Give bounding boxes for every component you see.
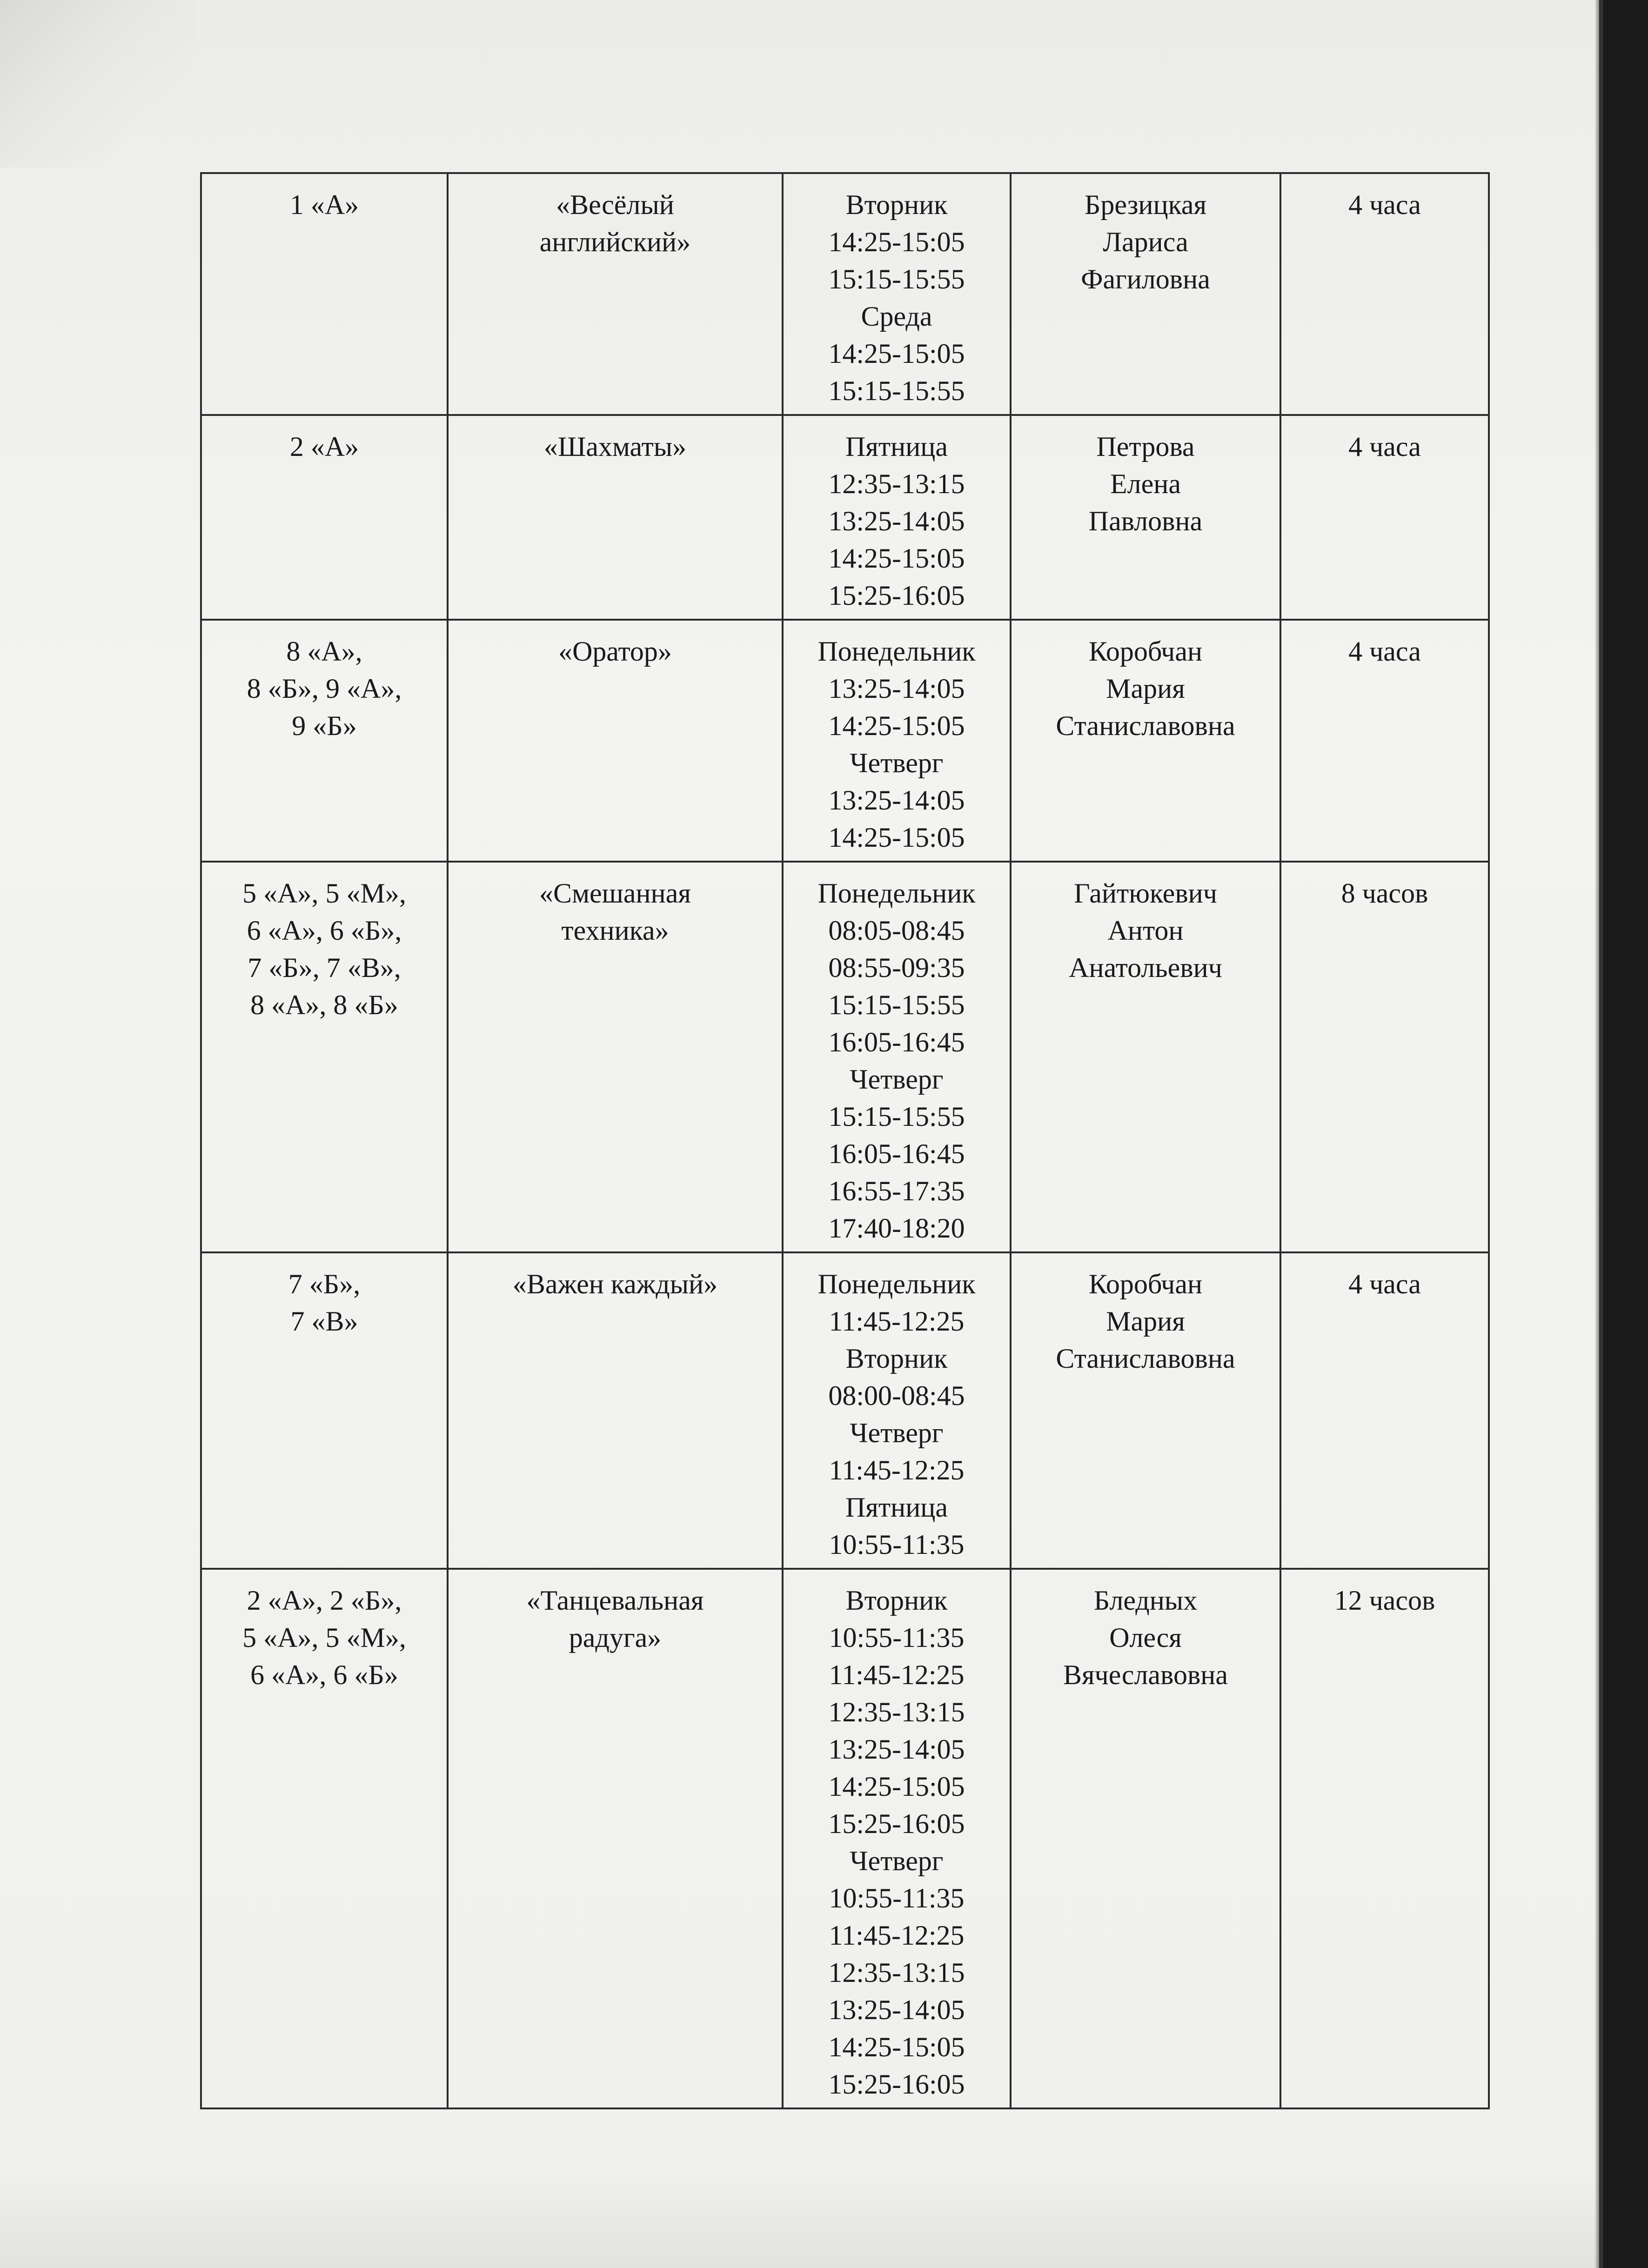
class-cell [201,415,448,620]
schedule-line: Вторник [845,1585,948,1616]
club-name-line: «Весёлый [556,189,674,220]
schedule-cell [783,415,1011,620]
schedule-cell [783,1569,1011,2108]
schedule-line: 13:25-14:05 [828,1994,965,2025]
schedule-line: 08:00-08:45 [828,1380,965,1411]
club-name-cell [448,1569,783,2108]
class-cell [201,1252,448,1569]
table-row [201,620,1489,862]
schedule-line: 12:35-13:15 [828,1957,965,1988]
club-name-line: техника» [561,915,669,946]
schedule-line: 12:35-13:15 [828,468,965,499]
schedule-line: 13:25-14:05 [828,1734,965,1765]
schedule-line: 14:25-15:05 [828,1771,965,1802]
teacher-line: Петрова [1096,431,1195,462]
class-line: 6 «А», 6 «Б», [247,915,402,946]
table-row [201,173,1489,415]
class-cell [201,862,448,1252]
club-name-cell [448,415,783,620]
class-line: 7 «Б», [288,1269,361,1299]
schedule-line: Пятница [845,1492,948,1523]
club-name-line: радуга» [569,1622,662,1653]
teacher-line: Коробчан [1088,1269,1203,1299]
schedule-line: 17:40-18:20 [828,1213,965,1244]
class-line: 8 «Б», 9 «А», [247,673,402,704]
schedule-line: 15:25-16:05 [828,580,965,611]
schedule-line: 14:25-15:05 [828,543,965,574]
hours-label: 4 часа [1348,431,1421,462]
schedule-line: 16:05-16:45 [828,1138,965,1169]
schedule-line: Среда [861,301,932,332]
teacher-cell [1011,862,1280,1252]
schedule-line: 15:25-16:05 [828,1808,965,1839]
table-body [201,173,1489,2108]
class-line: 1 «А» [289,189,359,220]
hours-label: 4 часа [1348,189,1421,220]
teacher-line: Павловна [1088,506,1203,536]
schedule-cell [783,173,1011,415]
class-line: 7 «Б», 7 «В», [248,952,401,983]
club-name-cell [448,1252,783,1569]
class-cell [201,1569,448,2108]
schedule-line: Понедельник [817,636,976,667]
scanner-edge [1599,0,1648,2268]
club-name-line: «Оратор» [558,636,672,667]
class-line: 7 «В» [290,1306,358,1337]
schedule-line: 14:25-15:05 [828,710,965,741]
schedule-line: Понедельник [817,1269,976,1299]
teacher-line: Станиславовна [1056,1343,1235,1374]
schedule-line: Вторник [845,1343,948,1374]
teacher-cell [1011,173,1280,415]
schedule-line: 11:45-12:25 [829,1659,965,1690]
schedule-line: 14:25-15:05 [828,227,965,257]
schedule-line: 11:45-12:25 [829,1306,965,1337]
schedule-line: Четверг [850,1418,944,1448]
class-line: 8 «А», 8 «Б» [250,990,398,1020]
schedule-line: Четверг [850,1064,944,1095]
schedule-line: 15:15-15:55 [828,990,965,1020]
club-name-line: «Шахматы» [543,431,687,462]
teacher-cell [1011,1252,1280,1569]
schedule-line: 14:25-15:05 [828,338,965,369]
teacher-cell [1011,1569,1280,2108]
class-line: 6 «А», 6 «Б» [250,1659,398,1690]
table-row [201,1252,1489,1569]
schedule-cell [783,1252,1011,1569]
club-name-line: «Смешанная [539,878,691,909]
schedule-line: 14:25-15:05 [828,2032,965,2062]
teacher-line: Антон [1107,915,1184,946]
club-name-line: «Важен каждый» [512,1269,718,1299]
teacher-line: Анатольевич [1069,952,1222,983]
schedule-line: 15:15-15:55 [828,264,965,294]
schedule-cell [783,862,1011,1252]
club-name-cell [448,173,783,415]
schedule-line: Понедельник [817,878,976,909]
class-line: 5 «А», 5 «М», [242,1622,406,1653]
class-line: 5 «А», 5 «М», [242,878,406,909]
hours-cell [1280,1569,1489,2108]
teacher-line: Гайтюкевич [1074,878,1217,909]
teacher-cell [1011,415,1280,620]
schedule-line: 16:05-16:45 [828,1027,965,1057]
schedule-line: 14:25-15:05 [828,822,965,853]
class-line: 8 «А», [286,636,362,667]
teacher-line: Олеся [1109,1622,1182,1653]
class-line: 2 «А», 2 «Б», [247,1585,402,1616]
schedule-line: 10:55-11:35 [829,1622,965,1653]
schedule-line: 15:25-16:05 [828,2069,965,2100]
teacher-cell [1011,620,1280,862]
schedule-line: Четверг [850,1846,944,1876]
clubs-schedule-table [200,172,1490,2109]
club-name-line: «Танцевальная [526,1585,704,1616]
hours-label: 12 часов [1334,1585,1435,1616]
teacher-line: Фагиловна [1081,264,1210,294]
hours-label: 8 часов [1341,878,1428,909]
class-line: 9 «Б» [292,710,357,741]
teacher-line: Брезицкая [1084,189,1207,220]
schedule-line: 11:45-12:25 [829,1455,965,1485]
club-name-line: английский» [539,227,691,257]
teacher-line: Мария [1106,1306,1185,1337]
teacher-line: Мария [1106,673,1185,704]
teacher-line: Вячеславовна [1063,1659,1228,1690]
schedule-line: 10:55-11:35 [829,1529,965,1560]
hours-label: 4 часа [1348,1269,1421,1299]
schedule-cell [783,620,1011,862]
hours-cell [1280,862,1489,1252]
paper-fold-shadow [0,0,195,167]
hours-cell [1280,173,1489,415]
schedule-line: 11:45-12:25 [829,1920,965,1951]
schedule-line: Четверг [850,748,944,778]
teacher-line: Станиславовна [1056,710,1235,741]
club-name-cell [448,862,783,1252]
schedule-line: 13:25-14:05 [828,785,965,816]
schedule-line: Пятница [845,431,948,462]
hours-label: 4 часа [1348,636,1421,667]
class-cell [201,173,448,415]
schedule-line: 12:35-13:15 [828,1697,965,1727]
class-cell [201,620,448,862]
schedule-line: 08:05-08:45 [828,915,965,946]
class-line: 2 «А» [289,431,359,462]
hours-cell [1280,620,1489,862]
schedule-line: 15:15-15:55 [828,1101,965,1132]
schedule-line: 15:15-15:55 [828,375,965,406]
table-row [201,415,1489,620]
schedule-line: 08:55-09:35 [828,952,965,983]
schedule-line: 13:25-14:05 [828,506,965,536]
bottom-shadow [0,2170,1648,2268]
teacher-line: Лариса [1103,227,1188,257]
table-row [201,1569,1489,2108]
hours-cell [1280,1252,1489,1569]
schedule-line: 10:55-11:35 [829,1883,965,1913]
teacher-line: Елена [1110,468,1181,499]
schedule-line: 13:25-14:05 [828,673,965,704]
table-row [201,862,1489,1252]
teacher-line: Коробчан [1088,636,1203,667]
teacher-line: Бледных [1093,1585,1198,1616]
club-name-cell [448,620,783,862]
hours-cell [1280,415,1489,620]
schedule-line: 16:55-17:35 [828,1176,965,1206]
schedule-line: Вторник [845,189,948,220]
